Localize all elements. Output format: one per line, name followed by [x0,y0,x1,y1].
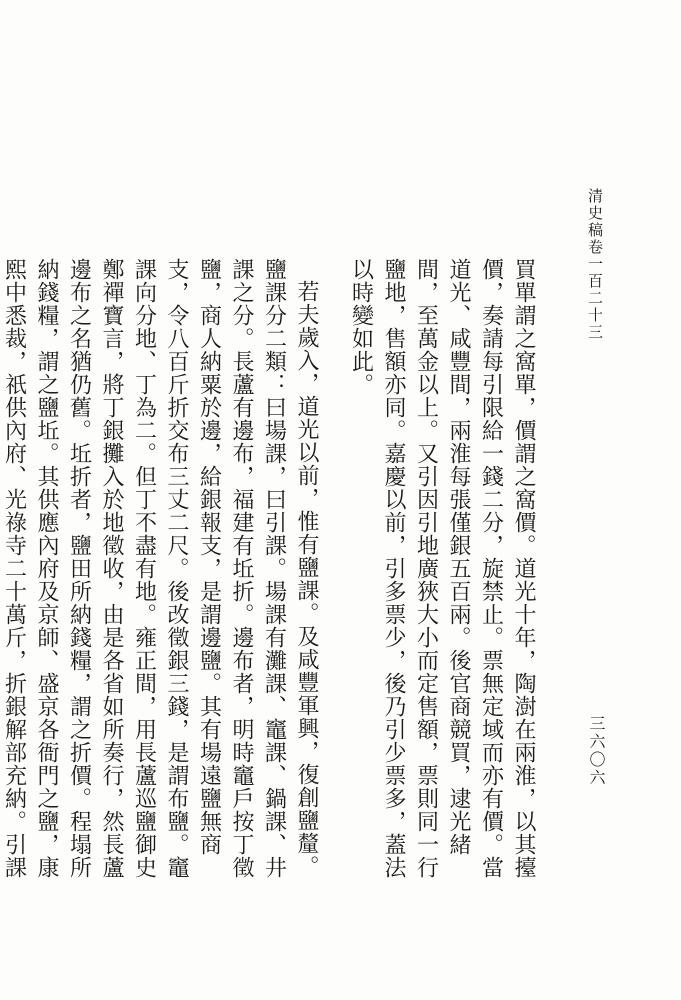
body-text [0,258,561,898]
paragraph-2: 若夫歲入，道光以前，惟有鹽課。及咸豐軍興，復創鹽釐。鹽課分二類：曰場課，曰引課。場課有灘課、竈課、鍋課、井課之分。長蘆有邊布，福建有坵折。邊布者，明時竈戶按丁徵鹽，商人納粟於邊，給銀報支，是謂邊鹽。其有場遠鹽無商支，令八百斤折交布三丈二尺。後改徵銀三錢，是謂布鹽。竈課向分地、丁為二。但丁不盡有地。雍正間，用長蘆巡鹽御史鄭禪寶言，將丁銀攤入於地徵收，由是各省如所奏行，然長蘆邊布之名猶仍舊。坵折者，鹽田所納錢糧，謂之折價。程塌所納錢糧，謂之鹽坵。其供應內府及京師、盛京各衙門之鹽，康熙中悉裁，祇供內府、光祿寺二十萬斤，折銀解部充納。引課 [1,258,319,879]
page-number: 三六〇六 [587,715,606,787]
running-header-title: 清史稿卷一百二十三 [586,188,604,341]
paragraph-1: 買單謂之窩單，價謂之窩價。道光十年，陶澍在兩淮，以其擡價，奏請每引限給一錢二分，旋禁止。票無定域而亦有價。當道光、咸豐間，兩淮每張僅銀五百兩。後官商競買，逮光緒間，至萬金以上。又引因引地廣狹大小而定售額，票則同一行鹽地，售額亦同。嘉慶以前，引多票少，後乃引少票多，蓋法以時變如此。 [348,258,536,879]
